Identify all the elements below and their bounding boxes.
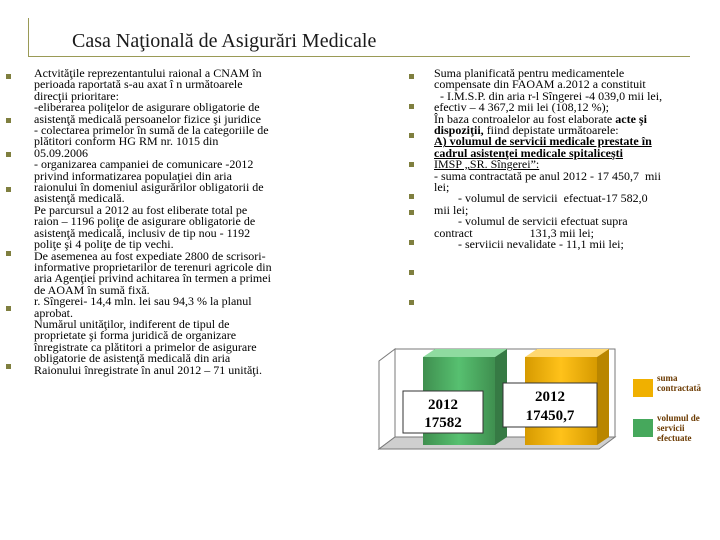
text-line: contract 131,3 mii lei; — [434, 225, 594, 240]
data-label-value: 17450,7 — [525, 408, 575, 424]
text-line: lei; — [434, 180, 450, 195]
text-span: fiind depistate următoarele: — [483, 123, 619, 138]
text-line: - I.M.S.P. din aria r-l Sîngerei -4 039,0 mii lei, — [434, 88, 663, 103]
text-line: asistenţă medicală, inclusiv de tip nou - 1192 — [34, 225, 251, 240]
text-line: - serviicii nevalidate - 11,1 mii lei; — [434, 237, 624, 252]
text-line: Actvităţile reprezentantului raional a CNAM în — [34, 66, 262, 80]
bar-top — [525, 349, 609, 357]
text-span-bold: dispoziţii, — [434, 123, 484, 138]
title-frame-vertical — [28, 18, 29, 56]
text-line: Numărul unităţilor, indiferent de tipul de — [34, 316, 230, 331]
text-line: poliţe şi 4 poliţe de tip vechi. — [34, 237, 174, 252]
text-line: obligatorie de asistenţă medicală din aria — [34, 351, 231, 366]
text-line: Raionului înregistrate în anul 2012 – 71 unităţi. — [34, 362, 262, 377]
bar-chart — [375, 345, 720, 460]
data-label-year: 2012 — [428, 397, 458, 413]
text-line: direcţii prioritare: — [34, 88, 119, 103]
bullet-icon — [409, 240, 414, 245]
text-line: plătitori conform HG RM nr. 1015 din — [34, 134, 219, 149]
bullet-icon — [409, 210, 414, 215]
chart-legend — [633, 373, 701, 443]
text-line: 05.09.2006 — [34, 145, 88, 160]
bullet-icon — [409, 74, 414, 79]
text-line: cadrul asistenţei medicale spitaliceşti — [434, 145, 623, 160]
title-frame-horizontal — [28, 56, 690, 57]
legend-swatch-contract — [633, 379, 653, 397]
text-line: A) volumul de servicii medicale prestate în — [434, 134, 652, 149]
text-line: - volumul de servicii efectuat supra — [434, 214, 628, 229]
text-line: -eliberarea poliţelor de asigurare obligatorie de — [34, 100, 260, 115]
text-line: perioada raportată s-au axat î n următoarele — [34, 77, 243, 92]
bullet-icon — [409, 194, 414, 199]
bar-top — [423, 349, 507, 357]
text-line: asistenţă medicală. — [34, 191, 125, 206]
right-column-text — [434, 68, 720, 251]
legend-text: servicii — [657, 423, 685, 433]
bullet-icon — [6, 364, 11, 369]
text-line: IMSP „SR. Sîngerei”: — [434, 157, 540, 172]
left-column-text — [34, 68, 334, 376]
bullet-icon — [409, 133, 414, 138]
text-line: proprietate şi forma juridică de organizare — [34, 328, 237, 343]
text-line: - colectarea primelor în sumă de la categoriile de — [34, 123, 269, 138]
text-line: de AOAM în sumă fixă. — [34, 282, 150, 297]
text-line: privind informatizarea populaţiei din aria — [34, 168, 232, 183]
bullet-icon — [6, 187, 11, 192]
text-line: asistenţă medicală persoanelor fizice şi juridice — [34, 111, 261, 126]
text-span-bold: acte şi — [615, 111, 647, 126]
text-line: Suma planificată pentru medicamentele — [434, 66, 625, 80]
text-line: - volumul de servicii efectuat-17 582,0 — [434, 191, 648, 206]
bullet-icon — [6, 74, 11, 79]
bullet-icon — [409, 104, 414, 109]
text-line: De asemenea au fost expediate 2800 de scrisori- — [34, 248, 266, 263]
legend-text: volumul de — [657, 413, 700, 423]
slide-title: Casa Naţională de Asigurări Medicale — [72, 30, 377, 52]
text-line: înregistrate ca plătitori a primelor de asigurare — [34, 339, 257, 354]
text-line: r. Sîngerei- 14,4 mln. lei sau 94,3 % la planul — [34, 294, 252, 309]
text-span: În baza controalelor au fost elaborate — [434, 111, 616, 126]
bullet-icon — [6, 251, 11, 256]
data-label-value: 17582 — [424, 415, 462, 431]
text-line: aria Agenţiei privind achitarea în termen a primei — [34, 271, 271, 286]
text-line: informative proprietarilor de terenuri agricole din — [34, 259, 272, 274]
text-line: Pe parcursul a 2012 au fost eliberate total pe — [34, 202, 248, 217]
bullet-icon — [6, 306, 11, 311]
text-line: - organizarea campaniei de comunicare -2012 — [34, 157, 254, 172]
bullet-icon — [409, 300, 414, 305]
bullet-icon — [409, 162, 414, 167]
text-line: - suma contractată pe anul 2012 - 17 450,7 mii — [434, 168, 661, 183]
text-line: aprobat. — [34, 305, 73, 320]
legend-text: efectuate — [657, 433, 692, 443]
chart-side-wall — [379, 349, 395, 449]
text-line: efectiv – 4 367,2 mii lei (108,12 %); — [434, 100, 609, 115]
bullet-icon — [409, 270, 414, 275]
text-line: raionului în domeniul asigurărilor obligatorii de — [34, 180, 264, 195]
data-label-year: 2012 — [535, 389, 565, 405]
bullet-icon — [6, 152, 11, 157]
legend-text: suma — [657, 373, 678, 383]
text-line: compensate din FAOAM a.2012 a constituit — [434, 77, 646, 92]
bar-side — [597, 349, 609, 445]
bullet-icon — [6, 118, 11, 123]
legend-swatch-efectuat — [633, 419, 653, 437]
text-line: raion – 1196 poliţe de asigurare obligatorie de — [34, 214, 256, 229]
legend-text: contractată — [657, 383, 701, 393]
text-line: mii lei; — [434, 202, 469, 217]
